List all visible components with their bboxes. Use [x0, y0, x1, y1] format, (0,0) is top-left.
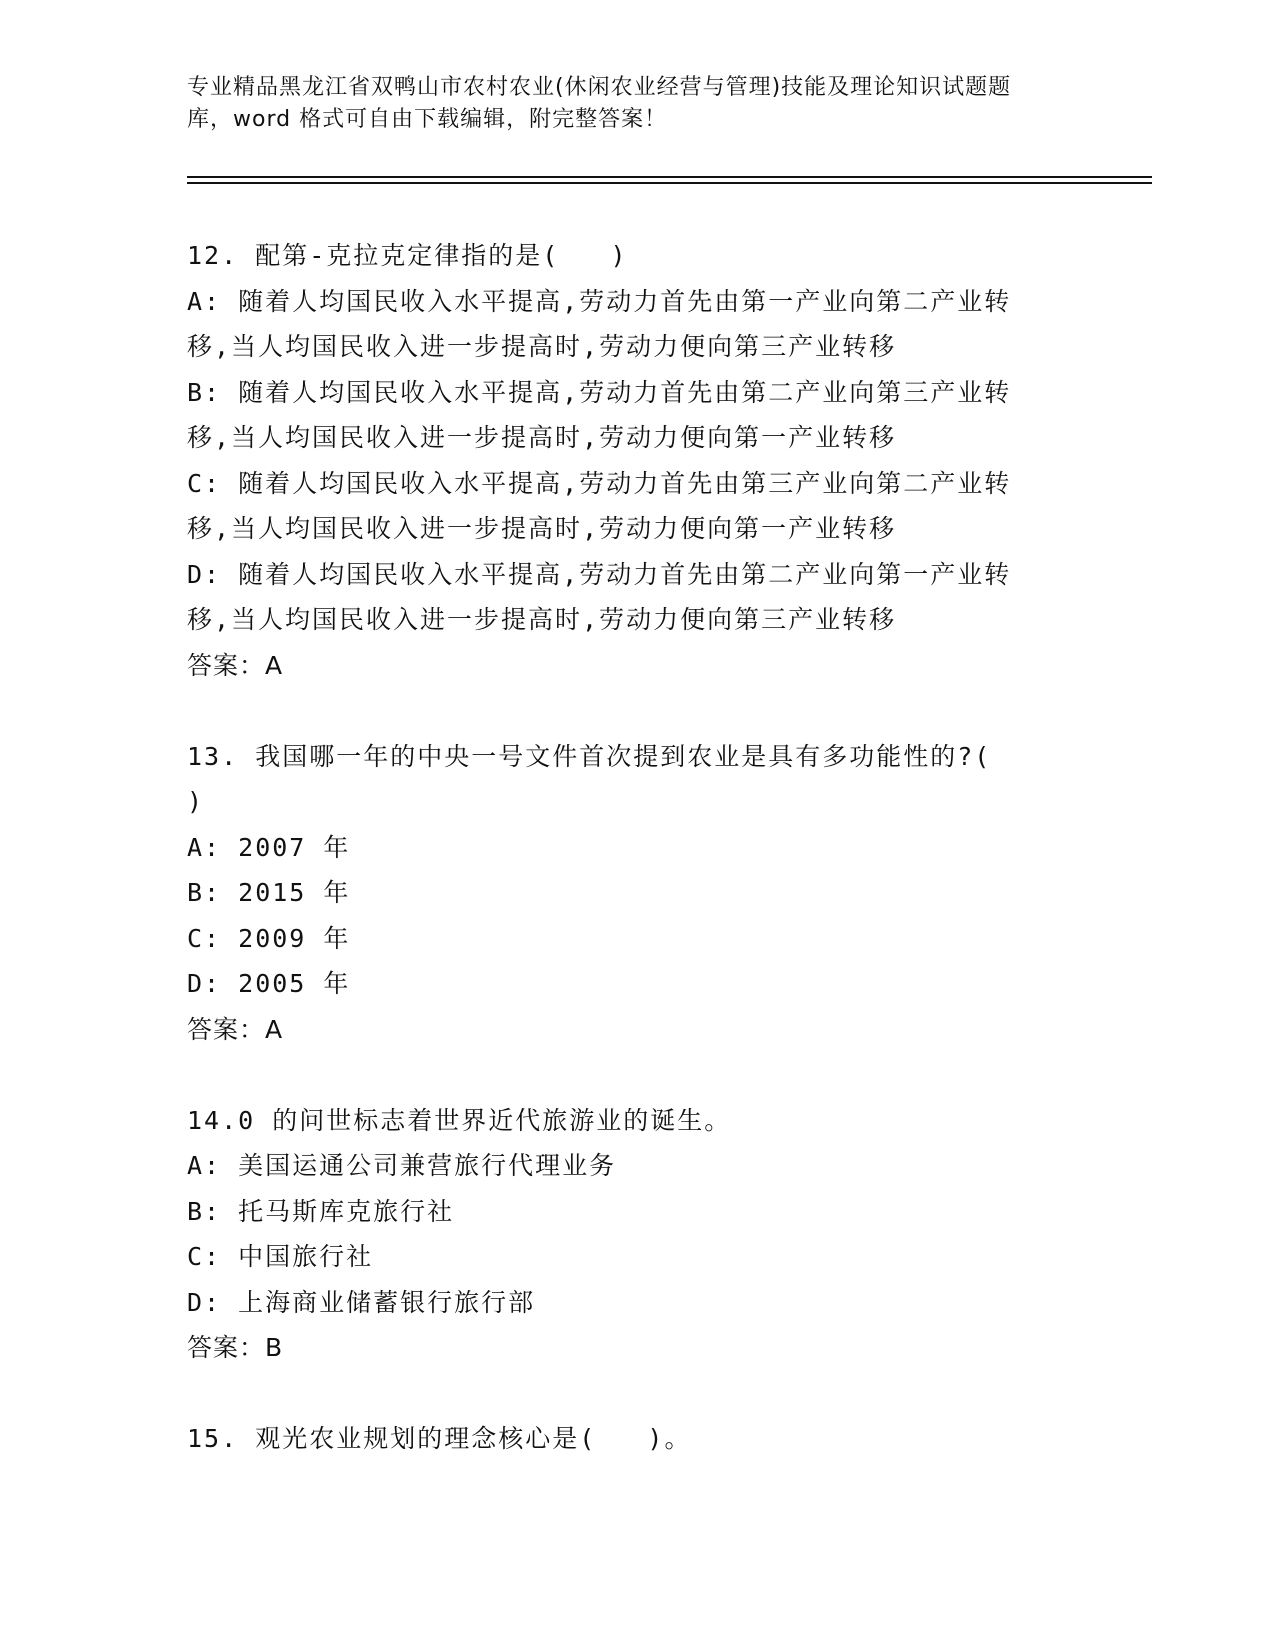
- header-line-1: 专业精品黑龙江省双鸭山市农村农业(休闲农业经营与管理)技能及理论知识试题题: [187, 75, 1012, 100]
- question-13-stem-cont: ): [187, 787, 205, 816]
- question-13-option-c: C: 2009 年: [187, 923, 351, 953]
- question-12-option-b: B: 随着人均国民收入水平提高,劳动力首先由第二产业向第三产业转: [187, 377, 1012, 407]
- question-13: [187, 734, 1067, 1053]
- header-divider-top: [187, 176, 1152, 178]
- question-list: [187, 233, 1067, 1462]
- question-13-answer: 答案：A: [187, 1014, 284, 1044]
- question-14-option-b: B: 托马斯库克旅行社: [187, 1196, 455, 1226]
- question-12-option-c-cont: 移,当人均国民收入进一步提高时,劳动力便向第一产业转移: [187, 514, 897, 543]
- question-14-answer: 答案：B: [187, 1333, 284, 1362]
- question-15: [187, 1416, 1067, 1462]
- question-14: [187, 1098, 1067, 1371]
- question-13-option-d: D: 2005 年: [187, 969, 351, 998]
- question-12-stem: 12. 配第-克拉克定律指的是( ): [187, 241, 628, 270]
- question-15-stem: 15. 观光农业规划的理念核心是( )。: [187, 1424, 692, 1453]
- question-13-stem: 13. 我国哪一年的中央一号文件首次提到农业是具有多功能性的?(: [187, 741, 992, 771]
- question-14-option-d: D: 上海商业储蓄银行旅行部: [187, 1287, 536, 1317]
- question-12: [187, 233, 1067, 688]
- question-14-option-c: C: 中国旅行社: [187, 1242, 374, 1271]
- page-header: [187, 72, 1087, 136]
- question-14-stem: 14.0 的问世标志着世界近代旅游业的诞生。: [187, 1105, 732, 1135]
- header-divider-bottom: [187, 182, 1152, 184]
- question-12-option-d-cont: 移,当人均国民收入进一步提高时,劳动力便向第三产业转移: [187, 605, 897, 634]
- question-12-option-a-cont: 移,当人均国民收入进一步提高时,劳动力便向第三产业转移: [187, 332, 897, 361]
- question-12-option-a: A: 随着人均国民收入水平提高,劳动力首先由第一产业向第二产业转: [187, 286, 1012, 316]
- question-13-option-a: A: 2007 年: [187, 832, 351, 862]
- question-12-option-c: C: 随着人均国民收入水平提高,劳动力首先由第三产业向第二产业转: [187, 468, 1012, 498]
- question-12-answer: 答案：A: [187, 650, 284, 680]
- header-line-2: 库，word 格式可自由下载编辑，附完整答案！: [187, 107, 668, 132]
- question-13-option-b: B: 2015 年: [187, 878, 351, 907]
- question-14-option-a: A: 美国运通公司兼营旅行代理业务: [187, 1151, 617, 1180]
- question-12-option-d: D: 随着人均国民收入水平提高,劳动力首先由第二产业向第一产业转: [187, 559, 1012, 589]
- question-12-option-b-cont: 移,当人均国民收入进一步提高时,劳动力便向第一产业转移: [187, 423, 897, 452]
